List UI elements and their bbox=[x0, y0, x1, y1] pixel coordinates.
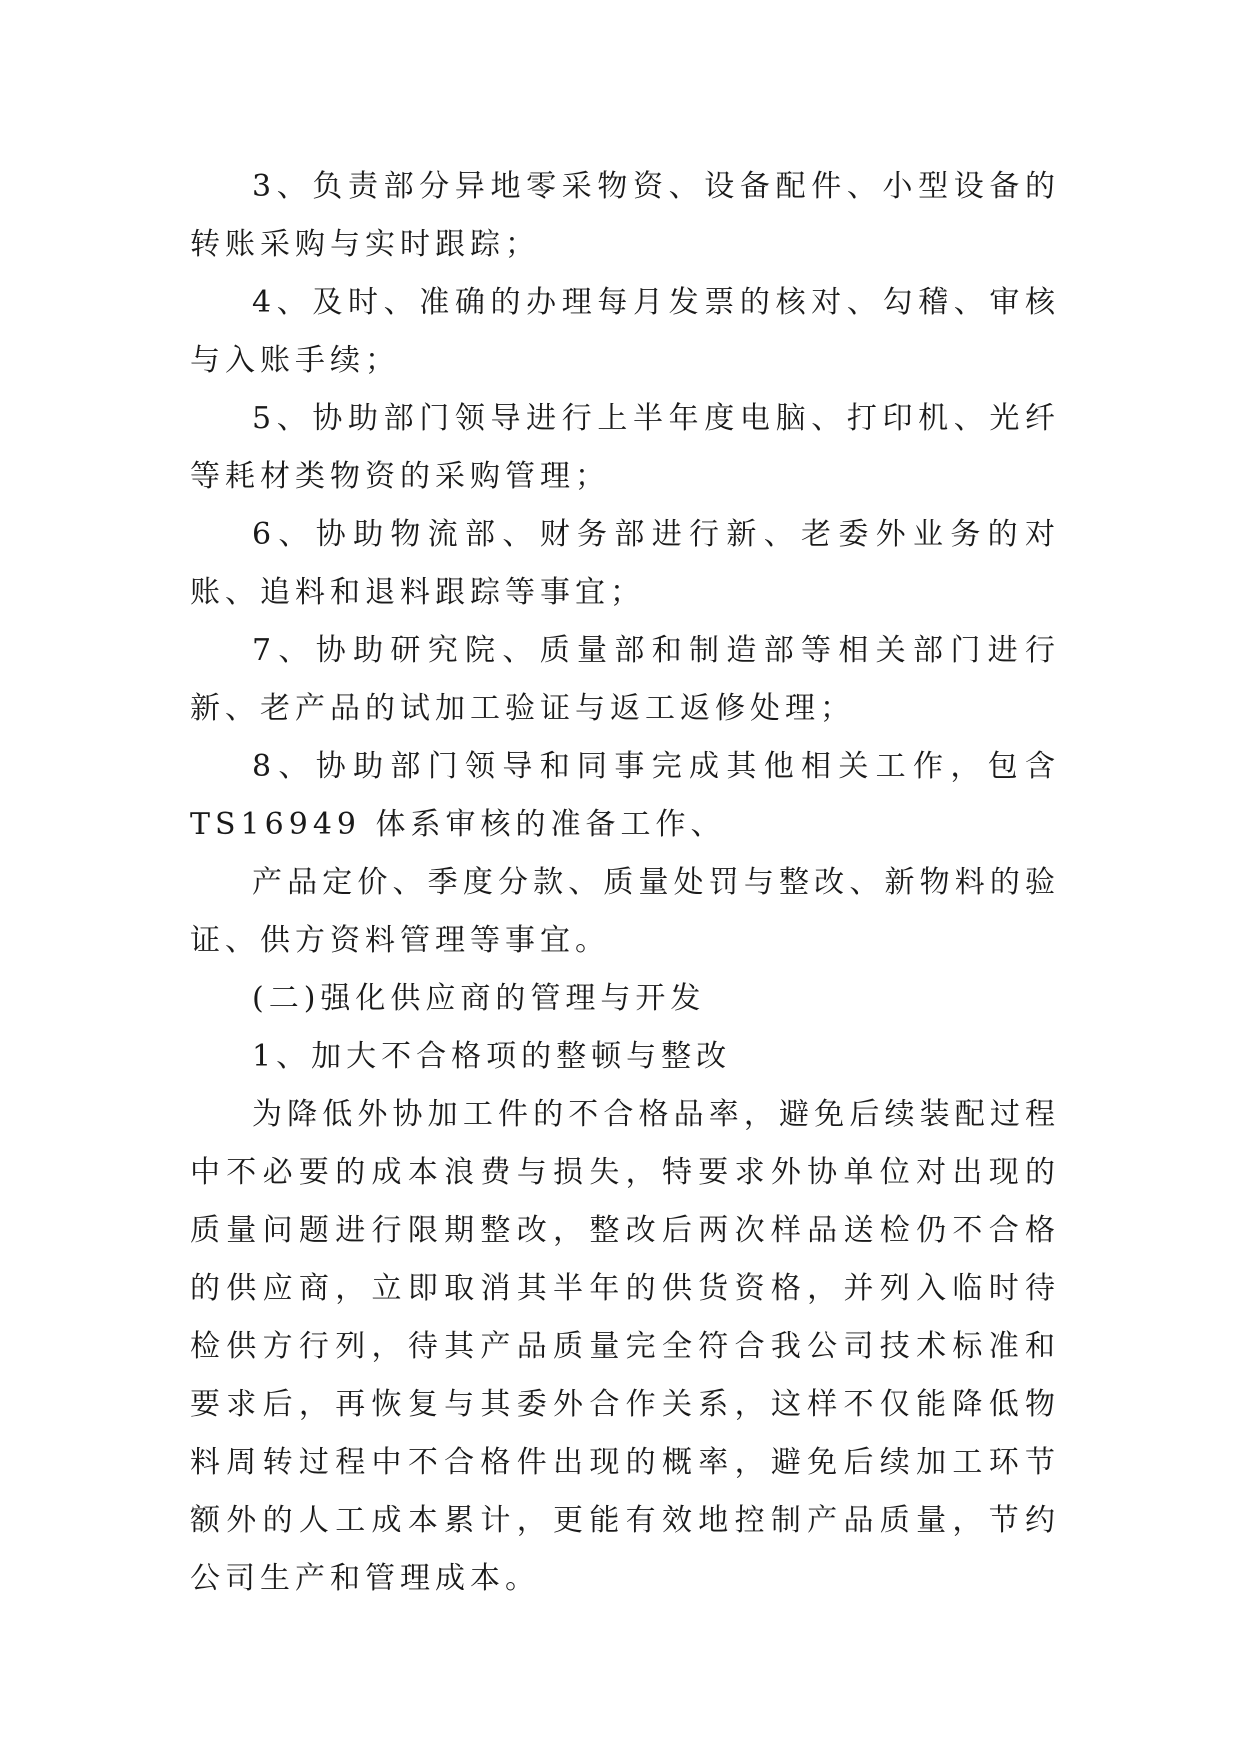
paragraph-item-8-continued: 产品定价、季度分款、质量处罚与整改、新物料的验证、供方资料管理等事宜。 bbox=[190, 865, 1060, 958]
document-body bbox=[190, 158, 1060, 1608]
paragraph-item-5: 5、协助部门领导进行上半年度电脑、打印机、光纤等耗材类物资的采购管理； bbox=[190, 401, 1060, 494]
paragraph-item-3: 3、负责部分异地零采物资、设备配件、小型设备的转账采购与实时跟踪； bbox=[190, 169, 1060, 262]
section-heading-supplier-management: (二)强化供应商的管理与开发 bbox=[252, 981, 706, 1016]
paragraph-item-7: 7、协助研究院、质量部和制造部等相关部门进行新、老产品的试加工验证与返工返修处理； bbox=[190, 633, 1060, 726]
paragraph-item-8: 8、协助部门领导和同事完成其他相关工作，包含TS16949 体系审核的准备工作、 bbox=[190, 749, 1060, 842]
subsection-heading-rectification: 1、加大不合格项的整顿与整改 bbox=[252, 1039, 732, 1074]
body-paragraph-rectification: 为降低外协加工件的不合格品率，避免后续装配过程中不必要的成本浪费与损失，特要求外协单位对出现的质量问题进行限期整改，整改后两次样品送检仍不合格的供应商，立即取消其半年的供货资格，并列入临时待检供方行列，待其产品质量完全符合我公司技术标准和要求后，再恢复与其委外合作关系，这样不仅能降低物料周转过程中不合格件出现的概率，避免后续加工环节额外的人工成本累计，更能有效地控制产品质量，节约公司生产和管理成本。 bbox=[190, 1097, 1060, 1596]
paragraph-item-6: 6、协助物流部、财务部进行新、老委外业务的对账、追料和退料跟踪等事宜； bbox=[190, 517, 1060, 610]
paragraph-item-4: 4、及时、准确的办理每月发票的核对、勾稽、审核与入账手续； bbox=[190, 285, 1060, 378]
